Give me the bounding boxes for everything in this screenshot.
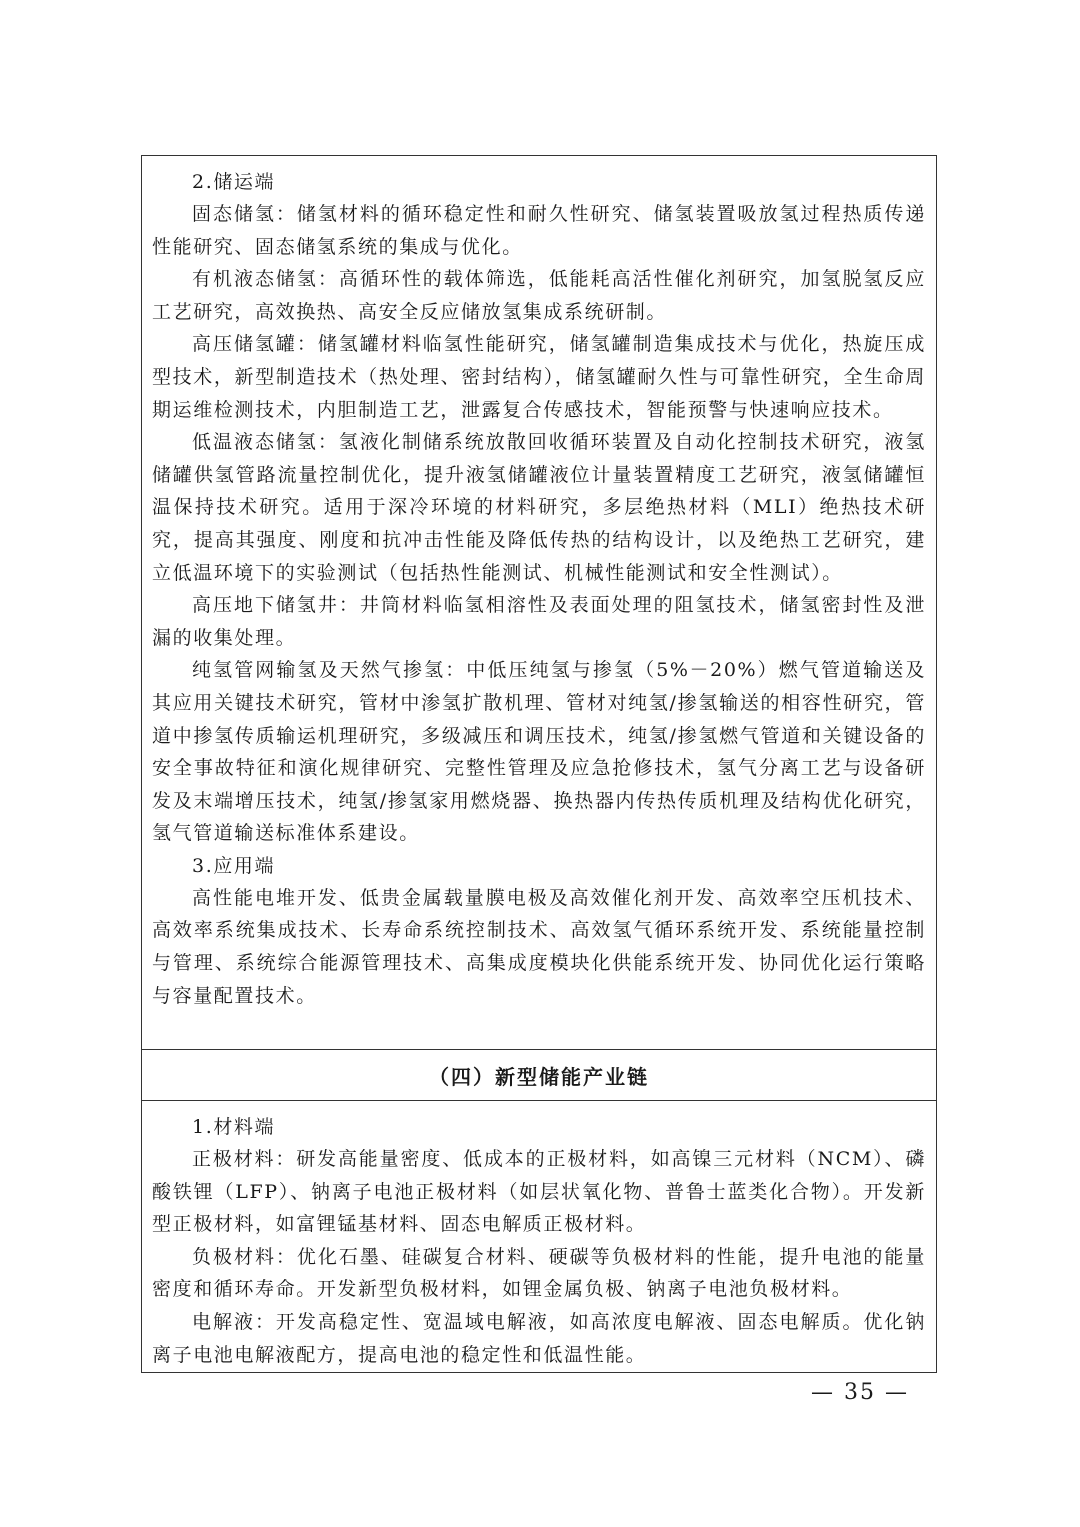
- paragraph-high-pressure-tank: 高压储氢罐：储氢罐材料临氢性能研究，储氢罐制造集成技术与优化，热旋压成型技术，新型制造技术（热处理、密封结构），储氢罐耐久性与可靠性研究，全生命周期运维检测技术，内胆制造工艺，泄露复合传感技术，智能预警与快速响应技术。: [152, 333, 926, 421]
- paragraph-cathode: 正极材料：研发高能量密度、低成本的正极材料，如高镍三元材料（NCM）、磷酸铁锂（LFP）、钠离子电池正极材料（如层状氧化物、普鲁士蓝类化合物）。开发新型正极材料，如富锂锰基材料、固态电解质正极材料。: [152, 1148, 926, 1236]
- paragraph-pipeline: 纯氢管网输氢及天然气掺氢：中低压纯氢与掺氢（5%－20%）燃气管道输送及其应用关键技术研究，管材中渗氢扩散机理、管材对纯氢/掺氢输送的相容性研究，管道中掺氢传质输运机理研究，多级减压和调压技术，纯氢/掺氢燃气管道和关键设备的安全事故特征和演化规律研究、完整性管理及应急抢修技术，氢气分离工艺与设备研发及末端增压技术，纯氢/掺氢家用燃烧器、换热器内传热传质机理及结构优化研究，氢气管道输送标准体系建设。: [152, 659, 926, 845]
- heading-storage: 2.储运端: [192, 171, 276, 193]
- content-table: [141, 155, 937, 1373]
- paragraph-cryogenic-liquid: 低温液态储氢：氢液化制储系统放散回收循环装置及自动化控制技术研究，液氢储罐供氢管路流量控制优化，提升液氢储罐液位计量装置精度工艺研究，液氢储罐恒温保持技术研究。适用于深冷环境的材料研究，多层绝热材料（MLI）绝热技术研究，提高其强度、刚度和抗冲击性能及降低传热的结构设计，以及绝热工艺研究，建立低温环境下的实验测试（包括热性能测试、机械性能测试和安全性测试）。: [152, 431, 926, 584]
- paragraph-underground-well: 高压地下储氢井：井筒材料临氢相溶性及表面处理的阻氢技术，储氢密封性及泄漏的收集处理。: [152, 594, 926, 649]
- paragraph-electrolyte: 电解液：开发高稳定性、宽温域电解液，如高浓度电解液、固态电解质。优化钠离子电池电解液配方，提高电池的稳定性和低温性能。: [152, 1310, 926, 1366]
- section-title-cell: [142, 1049, 936, 1101]
- paragraph-organic-liquid: 有机液态储氢：高循环性的载体筛选，低能耗高活性催化剂研究，加氢脱氢反应工艺研究，高效换热、高安全反应储放氢集成系统研制。: [152, 268, 926, 323]
- paragraph-application: 高性能电堆开发、低贵金属载量膜电极及高效催化剂开发、高效率空压机技术、高效率系统集成技术、长寿命系统控制技术、高效氢气循环系统开发、系统能量控制与管理、系统综合能源管理技术、高集成度模块化供能系统开发、协同优化运行策略与容量配置技术。: [152, 886, 926, 1007]
- hydrogen-section-cell: [142, 156, 936, 1049]
- paragraph-anode: 负极材料：优化石墨、硅碳复合材料、硬碳等负极材料的性能，提升电池的能量密度和循环寿命。开发新型负极材料，如锂金属负极、钠离子电池负极材料。: [152, 1245, 926, 1301]
- storage-section-cell: [142, 1101, 936, 1372]
- paragraph-solid-storage: 固态储氢：储氢材料的循环稳定性和耐久性研究、储氢装置吸放氢过程热质传递性能研究、固态储氢系统的集成与优化。: [152, 203, 926, 258]
- heading-application: 3.应用端: [192, 854, 276, 877]
- section-title: （四）新型储能产业链: [429, 1064, 649, 1089]
- page-number: — 35 —: [811, 1380, 909, 1405]
- heading-material: 1.材料端: [192, 1116, 276, 1138]
